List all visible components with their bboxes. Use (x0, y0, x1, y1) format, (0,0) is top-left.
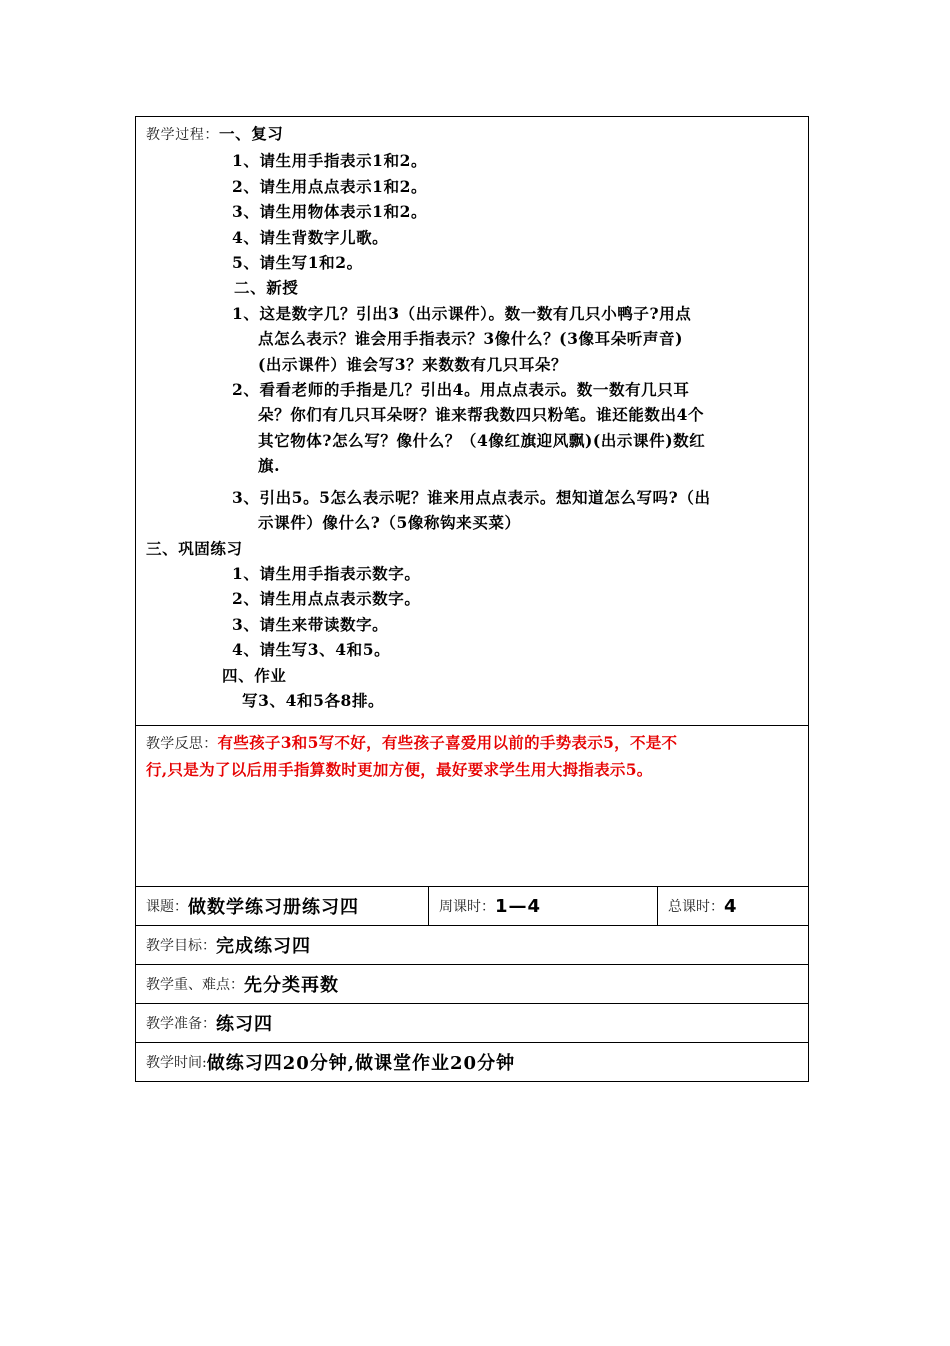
weekly-hours-label: 周课时： (439, 899, 495, 915)
process-label: 教学过程： (146, 127, 219, 143)
goal-label: 教学目标： (146, 938, 216, 954)
new-item-line: 其它物体?怎么写？像什么？（4像红旗迎风飘)(出示课件)数红 (258, 430, 706, 450)
topic-cell (136, 887, 429, 925)
weekly-hours-cell (429, 887, 658, 925)
reflection-label: 教学反思： (146, 736, 218, 752)
new-item-line: 点怎么表示？谁会用手指表示？3像什么？(3像耳朵听声音) (258, 329, 684, 349)
total-hours-cell (658, 887, 808, 925)
review-item: 1、请生用手指表示1和2。 (232, 151, 428, 171)
total-hours-label: 总课时： (668, 899, 724, 915)
heading-review: 一、复习 (219, 124, 284, 143)
focus-row (135, 965, 809, 1004)
new-item-line: 朵？你们有几只耳朵呀？谁来帮我数四只粉笔。谁还能数出4个 (258, 405, 705, 425)
time-row (135, 1043, 809, 1082)
practice-item: 4、请生写3、4和5。 (232, 640, 391, 660)
reflection-line: 行,只是为了以后用手指算数时更加方便，最好要求学生用大拇指表示5。 (146, 760, 653, 780)
heading-homework: 四、作业 (222, 665, 287, 685)
goal-row (135, 926, 809, 965)
topic-label: 课题： (146, 899, 188, 915)
new-item-line: 3、引出5。5怎么表示呢？谁来用点点表示。想知道怎么写吗?（出 (232, 487, 711, 507)
preparation-label: 教学准备： (146, 1016, 216, 1032)
focus-label: 教学重、难点： (146, 977, 244, 993)
review-item: 2、请生用点点表示1和2。 (232, 176, 428, 196)
preparation-value: 练习四 (216, 1014, 273, 1035)
review-item: 5、请生写1和2。 (232, 253, 363, 273)
goal-value: 完成练习四 (216, 936, 311, 957)
practice-item: 1、请生用手指表示数字。 (232, 563, 421, 583)
preparation-row (135, 1004, 809, 1043)
topic-value: 做数学练习册练习四 (188, 897, 359, 918)
heading-new: 二、新授 (234, 278, 299, 298)
new-item-line: 示课件）像什么?（5像称钩来买菜） (258, 513, 521, 533)
review-item: 4、请生背数字儿歌。 (232, 227, 389, 247)
review-item: 3、请生用物体表示1和2。 (232, 202, 428, 222)
heading-practice: 三、巩固练习 (146, 538, 243, 558)
teaching-reflection-section (135, 726, 809, 887)
new-item-line: (出示课件）谁会写3？来数数有几只耳朵？ (258, 354, 568, 374)
lesson-plan-sheet (135, 116, 809, 1082)
focus-value: 先分类再数 (244, 975, 339, 996)
practice-item: 3、请生来带读数字。 (232, 614, 389, 634)
new-item-line: 2、看看老师的手指是几？引出4。用点点表示。数一数有几只耳 (232, 380, 690, 400)
lesson-info-row (135, 887, 809, 926)
new-item-line: 旗. (258, 456, 281, 476)
new-item-line: 1、这是数字几？引出3（出示课件）。数一数有几只小鸭子?用点 (232, 303, 692, 323)
time-value: 做练习四20分钟,做课堂作业20分钟 (206, 1053, 516, 1074)
reflection-line: 有些孩子3和5写不好，有些孩子喜爱用以前的手势表示5，不是不 (217, 733, 678, 752)
practice-item: 2、请生用点点表示数字。 (232, 589, 421, 609)
time-label: 教学时间: (146, 1055, 207, 1071)
homework-text: 写3、4和5各8排。 (242, 690, 385, 710)
weekly-hours-value: 1—4 (495, 895, 542, 917)
total-hours-value: 4 (724, 895, 738, 917)
teaching-process-section (135, 116, 809, 726)
